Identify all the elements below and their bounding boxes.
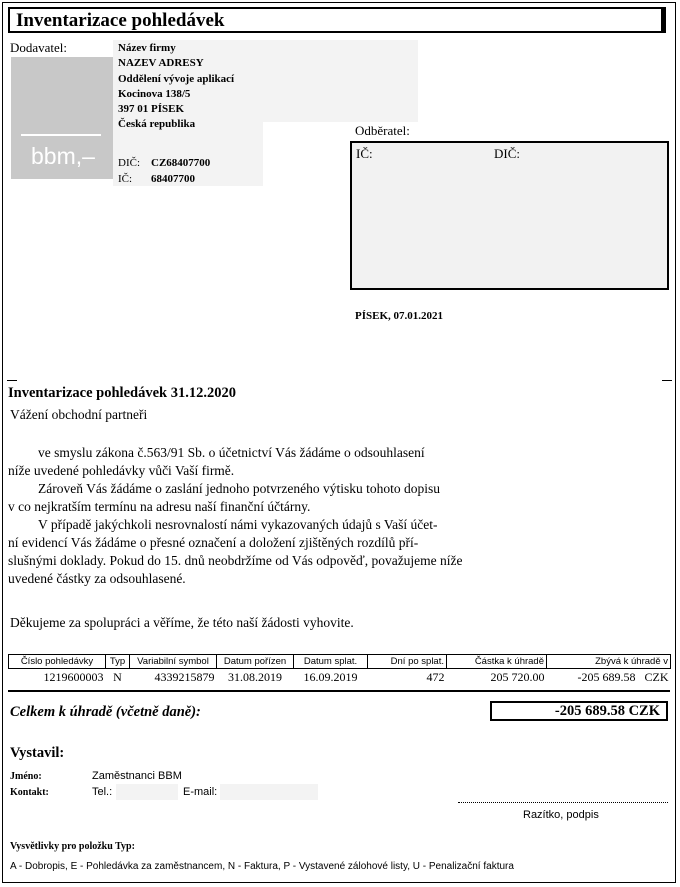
ic-value: 68407700 [151,173,195,185]
fold-mark-left [7,380,17,381]
fold-mark-right [662,380,672,381]
letter-paragraph [8,444,463,588]
paragraph-line: ve smyslu zákona č.563/91 Sb. o účetnictví Vás žádáme o odsouhlasení [38,445,425,460]
supplier-address-name: NAZEV ADRESY [118,57,204,70]
issuer-email-label: E-mail: [183,786,218,798]
cell-days-overdue: 472 [426,669,445,684]
dic-value: CZ68407700 [151,157,211,169]
paragraph-line: níže uvedené pohledávky vůči Vaší firmě. [8,463,235,478]
supplier-company: Název firmy [118,42,176,54]
salutation: Vážení obchodní partneři [10,407,148,422]
table-header-row [9,655,671,669]
customer-box [350,141,669,290]
receivables-table [8,654,671,685]
header-cell: Částka k úhradě [447,655,547,669]
supplier-label: Dodavatel: [10,40,68,55]
cell-due-date: 16.09.2019 [303,669,358,684]
dic-label: DIČ: [118,157,140,169]
cell-date-created: 31.08.2019 [228,669,282,684]
cell-amount: 205 720.00 [490,669,545,684]
thanks-text: Děkujeme za spolupráci a věříme, že této naší žádosti vyhovite. [10,615,354,630]
header-cell: Variabilní symbol [130,655,217,669]
paragraph-line: Zároveň Vás žádáme o zaslání jednoho potvrzeného výtisku tohoto dopisu [38,481,441,496]
supplier-city: 397 01 PÍSEK [118,103,185,116]
customer-label: Odběratel: [355,123,410,138]
supplier-address [118,41,234,133]
cell-type: N [113,669,122,684]
email-redacted [220,784,318,800]
header-cell: Dní po splat. [368,655,447,669]
supplier-address-background-right [263,40,418,122]
header-cell: Typ [106,655,130,669]
issuer-tel-label: Tel.: [92,786,113,798]
logo-text: bbm,– [31,143,95,169]
remaining-value: -205 689.58 [577,669,636,684]
paragraph-line: V případě jakýchkoli nesrovnalostí námi vykazovaných údajů s Vaší účet- [38,517,438,532]
cell-receivable-number: 1219600003 [43,669,104,684]
header-cell: Číslo pohledávky [9,655,106,669]
supplier-tax-ids [118,155,210,187]
paragraph-line: slušnými doklady. Pokud do 15. dnů neobdržíme od Vás odpověď, považujeme níže [8,553,463,568]
paragraph-line: uvedené částky za odsouhlasené. [8,571,186,586]
table-row [9,669,671,686]
title-box [8,7,666,33]
supplier-country: Česká republika [118,118,196,131]
letter-heading: Inventarizace pohledávek 31.12.2020 [8,385,236,401]
cell-variable-symbol: 4339215879 [154,669,215,684]
customer-ic-label: IČ: [356,146,373,161]
supplier-street: Kocinova 138/5 [118,87,191,100]
signature-line [458,802,668,803]
company-logo [11,57,113,179]
paragraph-line: ní evidencí Vás žádáme o přesné označení a doložení zjištěných rozdílů pří- [8,535,419,550]
paragraph-line: v co nejkratším termínu na adresu naší finanční účtárny. [8,499,311,514]
legend-title: Vysvětlivky pro položku Typ: [10,841,135,852]
document-title: Inventarizace pohledávek [16,10,225,31]
issuer-contact-label: Kontakt: [10,787,49,798]
header-cell: Zbývá k úhradě v [547,655,671,669]
customer-dic-label: DIČ: [494,146,520,161]
tel-redacted [116,784,178,800]
stamp-label: Razítko, podpis [523,809,599,821]
header-cell: Datum splat. [294,655,368,669]
issuer-name-label: Jméno: [10,771,42,782]
total-label: Celkem k úhradě (včetně daně): [10,704,201,720]
header-cell: Datum pořízen [217,655,294,669]
supplier-department: Oddělení vývoje aplikací [118,72,235,85]
legend-text: A - Dobropis, E - Pohledávka za zaměstnancem, N - Faktura, P - Vystavené zálohové listy, U - Penalizační faktura [10,861,514,872]
issuer-heading: Vystavil: [10,745,65,761]
place-date: PÍSEK, 07.01.2021 [355,310,444,322]
total-separator [8,690,670,692]
ic-label: IČ: [118,173,133,185]
total-value: -205 689.58 CZK [490,701,668,721]
remaining-currency: CZK [644,669,669,684]
cell-remaining [547,669,671,686]
issuer-name: Zaměstnanci BBM [92,770,182,782]
